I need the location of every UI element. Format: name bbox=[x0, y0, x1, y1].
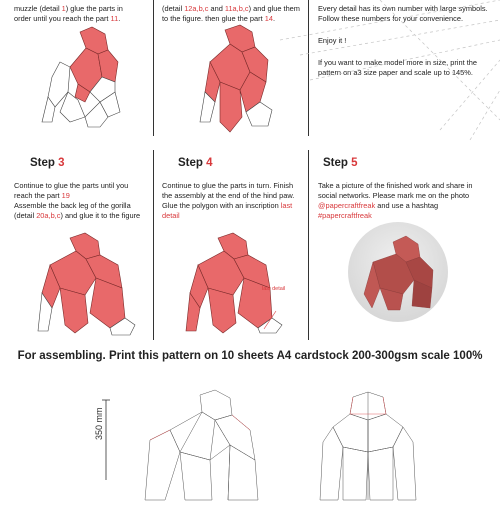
column-divider bbox=[153, 150, 154, 340]
step2-gorilla-illustration bbox=[180, 22, 290, 137]
step2-text: (detail 12a,b,c and 11a,b,c) and glue them to the figure. then glue the part 14. bbox=[162, 4, 300, 23]
step1-gorilla-illustration bbox=[30, 22, 140, 132]
step5-heading: Step 5 bbox=[323, 157, 358, 169]
step3-heading: Step 3 bbox=[30, 157, 65, 169]
step5-text: Take a picture of the finished work and share in social networks. Please mark me on the photo @papercraftfreak and use a hashtag #papercraftfreak bbox=[318, 181, 473, 220]
step4-text: Continue to glue the parts in turn. Finish the assembly at the end of the hind paw. Glue the polygon with an inscription last detail bbox=[162, 181, 295, 220]
step3-gorilla-illustration bbox=[30, 233, 150, 338]
finished-gorilla-model bbox=[348, 222, 448, 322]
intro-text: Every detail has its own number with large symbols. Follow these numbers for your convenience. Enjoy it ! If you want to make model more in size, print the pattern on a3 size paper and scale up to 145%. bbox=[318, 4, 488, 77]
assembly-banner: For assembling. Print this pattern on 10 sheets A4 cardstock 200-300gsm scale 100% bbox=[17, 350, 483, 362]
finished-model-photo bbox=[348, 222, 448, 322]
pattern-side-view bbox=[140, 390, 270, 505]
pattern-front-view bbox=[318, 392, 418, 502]
step1-text: muzzle (detail 1) glue the parts in order until you reach the part 11. bbox=[14, 4, 123, 23]
column-divider bbox=[308, 150, 309, 340]
last-detail-callout: last detail bbox=[262, 286, 286, 292]
dimension-label: 350 mm bbox=[94, 407, 104, 440]
step4-heading: Step 4 bbox=[178, 157, 213, 169]
step3-text: Continue to glue the parts until you reach the part 19 Assemble the back leg of the gorilla (detail 20a,b,c) and glue it to the figure bbox=[14, 181, 141, 220]
dimension-line bbox=[102, 400, 112, 480]
